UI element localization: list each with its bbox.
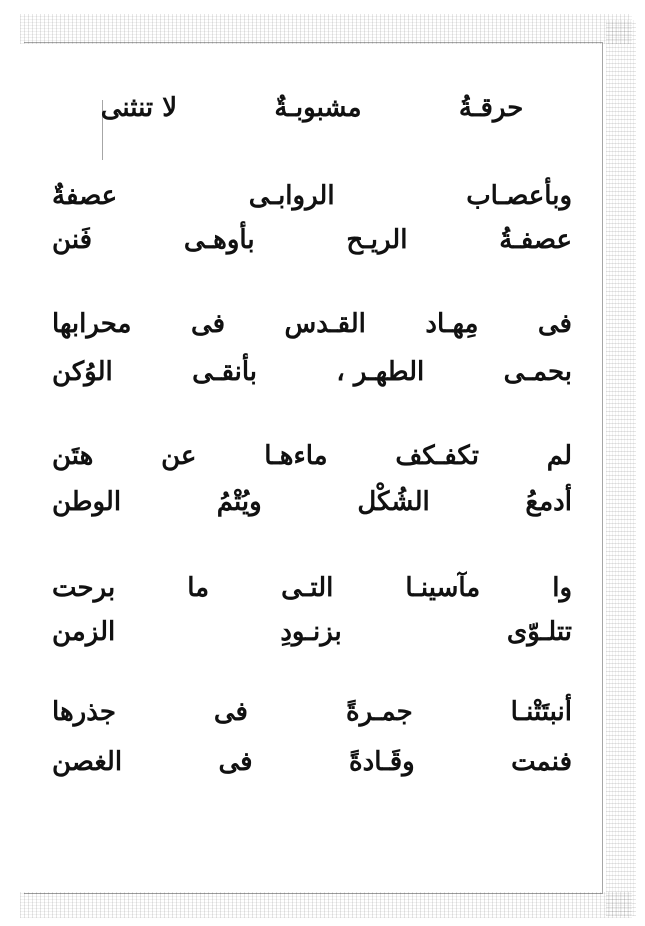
decorative-border-top — [20, 14, 632, 44]
poem-line — [52, 304, 572, 344]
poem-word: مآسينـا — [405, 573, 481, 603]
poem-word: برحت — [52, 573, 116, 603]
poem-line — [52, 220, 572, 260]
poem-word: هتَن — [52, 441, 94, 471]
poem-word: ما — [187, 573, 210, 603]
poem-word: الروابـى — [248, 181, 335, 211]
poem-word: بحمـى — [503, 357, 572, 387]
poem-line — [52, 612, 572, 652]
decorative-border-bottom — [20, 892, 632, 918]
poem-word: وا — [552, 573, 572, 603]
poem-word: فنمت — [511, 747, 572, 777]
poem-word: بأوهـى — [183, 225, 255, 255]
poem-line — [52, 692, 572, 732]
poem-word: عصفـةُ — [499, 225, 572, 255]
poem-line — [52, 568, 572, 608]
poem-word: الطهـر ، — [336, 357, 425, 387]
poem-word: أدمعُ — [525, 487, 572, 517]
poem-word: محرابها — [52, 309, 132, 339]
poem-word: الريـح — [346, 225, 408, 255]
poem-word: ويُتْمُ — [216, 487, 262, 517]
poem-word: ماءهـا — [264, 441, 328, 471]
poem-word: بزنـودِ — [280, 617, 342, 647]
poem-word: الوُكن — [52, 357, 113, 387]
poem-word: وقَـادةً — [349, 747, 415, 777]
poem-word: تكفـكف — [395, 441, 479, 471]
poem-line — [52, 176, 572, 216]
poem-word: فى — [213, 697, 248, 727]
poem-word: فَنن — [52, 225, 93, 255]
poem-word: فى — [537, 309, 572, 339]
poem-line — [52, 436, 572, 476]
poem-line — [52, 742, 572, 782]
poem-word: التـى — [281, 573, 334, 603]
poem-word: تتلـوّى — [506, 617, 572, 647]
poem-word: الشُكْل — [357, 487, 430, 517]
poem-word: الوطن — [52, 487, 122, 517]
poem-word: جمـرةً — [345, 697, 413, 727]
poem-word: مِهـاد — [425, 309, 479, 339]
poem-word: عن — [161, 441, 197, 471]
poem-word: الزمن — [52, 617, 116, 647]
decorative-border-right — [606, 20, 636, 916]
poem-word: الغصن — [52, 747, 123, 777]
poem-word: مشبوبـةٌ — [274, 93, 362, 123]
poem-word: بأنقـى — [192, 357, 257, 387]
poem-word: فى — [190, 309, 226, 339]
poem-word: عصفةٌ — [52, 181, 118, 211]
poem-word: أنبتَتْنـا — [510, 697, 572, 727]
poem-line — [52, 88, 572, 128]
poem-line — [52, 352, 572, 392]
poem-word: القـدس — [284, 309, 366, 339]
poem-word: لم — [546, 441, 572, 471]
poem-word: حرقـةُ — [458, 93, 524, 123]
poem-word: فى — [218, 747, 253, 777]
poem-word: لا تنثنى — [100, 93, 178, 123]
poem-line — [52, 482, 572, 522]
poem-word: وبأعصـاب — [466, 181, 572, 211]
poem-word: جذرها — [52, 697, 116, 727]
